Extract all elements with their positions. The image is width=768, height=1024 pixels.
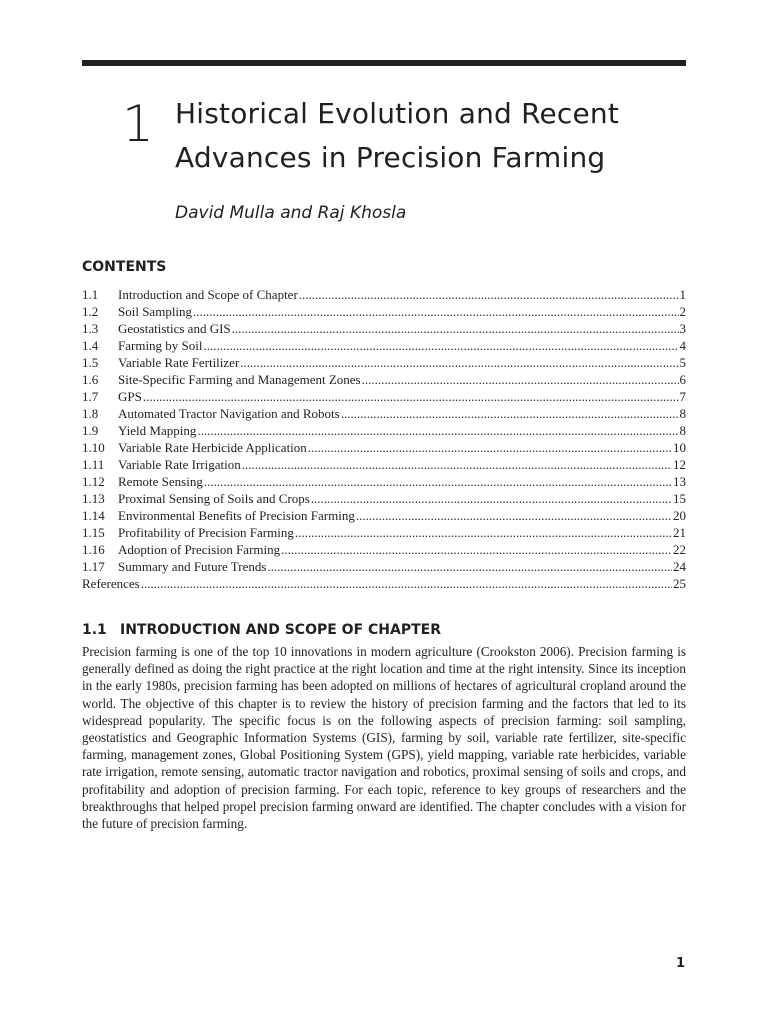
toc-entry-page: 15 — [673, 491, 686, 506]
toc-entry-page: 6 — [679, 372, 686, 387]
toc-entry[interactable] — [82, 456, 686, 473]
toc-entry-number: 1.13 — [82, 491, 105, 506]
toc-entry-number: 1.17 — [82, 559, 105, 574]
toc-entry-page: 13 — [673, 474, 686, 489]
toc-entry[interactable] — [82, 473, 686, 490]
toc-leader-dots — [240, 354, 678, 371]
section-number: 1.1 — [82, 622, 107, 638]
toc-entry[interactable] — [82, 337, 686, 354]
toc-entry-title: Adoption of Precision Farming — [118, 542, 281, 557]
toc-entry[interactable] — [82, 422, 686, 439]
toc-entry-title: Introduction and Scope of Chapter — [118, 287, 298, 302]
toc-leader-dots — [141, 575, 672, 592]
table-of-contents — [82, 286, 686, 592]
toc-entry-page: 8 — [679, 423, 686, 438]
toc-leader-dots — [193, 303, 678, 320]
toc-entry-page: 4 — [679, 338, 686, 353]
toc-entry[interactable] — [82, 439, 686, 456]
toc-entry[interactable] — [82, 524, 686, 541]
toc-leader-dots — [143, 388, 679, 405]
toc-entry-page: 10 — [673, 440, 686, 455]
toc-leader-dots — [308, 439, 672, 456]
toc-entry-title: Environmental Benefits of Precision Farming — [118, 508, 355, 523]
chapter-authors: David Mulla and Raj Khosla — [175, 203, 407, 223]
toc-entry[interactable] — [82, 320, 686, 337]
body-paragraph: Precision farming is one of the top 10 innovations in modern agriculture (Crookston 2006). Precision farming is generally defined as doing the right practice at the right location and time at the right intensity. Since its inception in the early 1980s, precision farming has been adopted on millions of hectares of agricultural cropland around the world. The objective of this chapter is to review the history of precision farming and the factors that led to its widespread popularity. The specific focus is on the following aspects of precision farming: soil sampling, geostatistics and Geographic Information Systems (GIS), farming by soil, variable rate fertilizer, site-specific farming, management zones, Global Positioning System (GPS), yield mapping, variable rate herbicides, variable rate irrigation, remote sensing, automatic tractor navigation and robotics, proximal sensing of soils and crops, and profitability and adoption of precision farming. For each topic, reference to key groups of researchers and the breakthroughs that helped propel precision farming onward are identified. The chapter concludes with a vision for the future of precision farming. — [82, 644, 686, 832]
toc-leader-dots — [295, 524, 672, 541]
contents-heading: CONTENTS — [82, 259, 167, 275]
chapter-title-line-1: Historical Evolution and Recent — [175, 97, 620, 130]
toc-entry-title: Variable Rate Irrigation — [118, 457, 241, 472]
section-heading — [82, 620, 441, 640]
toc-entry-title: Variable Rate Fertilizer — [118, 355, 240, 370]
toc-entry[interactable] — [82, 490, 686, 507]
toc-leader-dots — [341, 405, 679, 422]
toc-entry-page: 22 — [673, 542, 686, 557]
toc-leader-dots — [204, 473, 672, 490]
toc-entry[interactable] — [82, 558, 686, 575]
toc-leader-dots — [356, 507, 672, 524]
toc-entry[interactable] — [82, 354, 686, 371]
toc-entry-number: 1.10 — [82, 440, 105, 455]
toc-entry-page: 21 — [673, 525, 686, 540]
toc-entry-title: References — [82, 576, 140, 591]
toc-entry-page: 3 — [679, 321, 686, 336]
toc-entry-references[interactable] — [82, 575, 686, 592]
toc-entry[interactable] — [82, 371, 686, 388]
toc-entry-number: 1.3 — [82, 321, 99, 336]
toc-entry-title: GPS — [118, 389, 142, 404]
toc-entry-page: 20 — [673, 508, 686, 523]
toc-entry-number: 1.14 — [82, 508, 105, 523]
toc-entry-page: 8 — [679, 406, 686, 421]
toc-entry-title: Profitability of Precision Farming — [118, 525, 294, 540]
toc-entry-number: 1.7 — [82, 389, 99, 404]
toc-entry-number: 1.9 — [82, 423, 99, 438]
chapter-top-rule — [82, 60, 686, 66]
toc-entry[interactable] — [82, 286, 686, 303]
toc-entry-page: 24 — [673, 559, 686, 574]
page-number: 1 — [676, 956, 686, 971]
toc-leader-dots — [232, 320, 679, 337]
toc-entry[interactable] — [82, 405, 686, 422]
toc-entry-number: 1.5 — [82, 355, 99, 370]
toc-entry-title: Variable Rate Herbicide Application — [118, 440, 307, 455]
toc-entry-number: 1.8 — [82, 406, 99, 421]
toc-entry[interactable] — [82, 303, 686, 320]
chapter-title — [175, 92, 695, 180]
toc-entry-number: 1.4 — [82, 338, 99, 353]
toc-leader-dots — [281, 541, 672, 558]
toc-leader-dots — [242, 456, 672, 473]
toc-entry-number: 1.16 — [82, 542, 105, 557]
toc-leader-dots — [299, 286, 679, 303]
toc-entry-page: 1 — [679, 287, 686, 302]
toc-entry[interactable] — [82, 541, 686, 558]
toc-entry-title: Site-Specific Farming and Management Zones — [118, 372, 361, 387]
toc-entry-number: 1.2 — [82, 304, 99, 319]
toc-entry-number: 1.6 — [82, 372, 99, 387]
toc-entry-page: 5 — [679, 355, 686, 370]
toc-leader-dots — [267, 558, 672, 575]
toc-entry-title: Summary and Future Trends — [118, 559, 267, 574]
toc-entry-number: 1.15 — [82, 525, 105, 540]
toc-entry-page: 12 — [673, 457, 686, 472]
toc-entry-title: Geostatistics and GIS — [118, 321, 231, 336]
toc-entry-title: Automated Tractor Navigation and Robots — [118, 406, 340, 421]
toc-entry[interactable] — [82, 507, 686, 524]
toc-entry-title: Farming by Soil — [118, 338, 203, 353]
toc-leader-dots — [197, 422, 678, 439]
chapter-title-line-2: Advances in Precision Farming — [175, 141, 606, 174]
toc-entry-title: Soil Sampling — [118, 304, 193, 319]
toc-entry-page: 2 — [679, 304, 686, 319]
section-title: INTRODUCTION AND SCOPE OF CHAPTER — [120, 622, 441, 638]
toc-entry-page: 7 — [679, 389, 686, 404]
toc-entry-number: 1.11 — [82, 457, 105, 472]
chapter-number: 1 — [122, 95, 154, 153]
toc-entry-title: Remote Sensing — [118, 474, 203, 489]
toc-entry-page: 25 — [673, 576, 686, 591]
toc-entry-title: Proximal Sensing of Soils and Crops — [118, 491, 310, 506]
toc-entry-number: 1.1 — [82, 287, 99, 302]
toc-entry[interactable] — [82, 388, 686, 405]
toc-leader-dots — [311, 490, 672, 507]
toc-leader-dots — [204, 337, 679, 354]
toc-entry-title: Yield Mapping — [118, 423, 197, 438]
toc-leader-dots — [362, 371, 679, 388]
toc-entry-number: 1.12 — [82, 474, 105, 489]
